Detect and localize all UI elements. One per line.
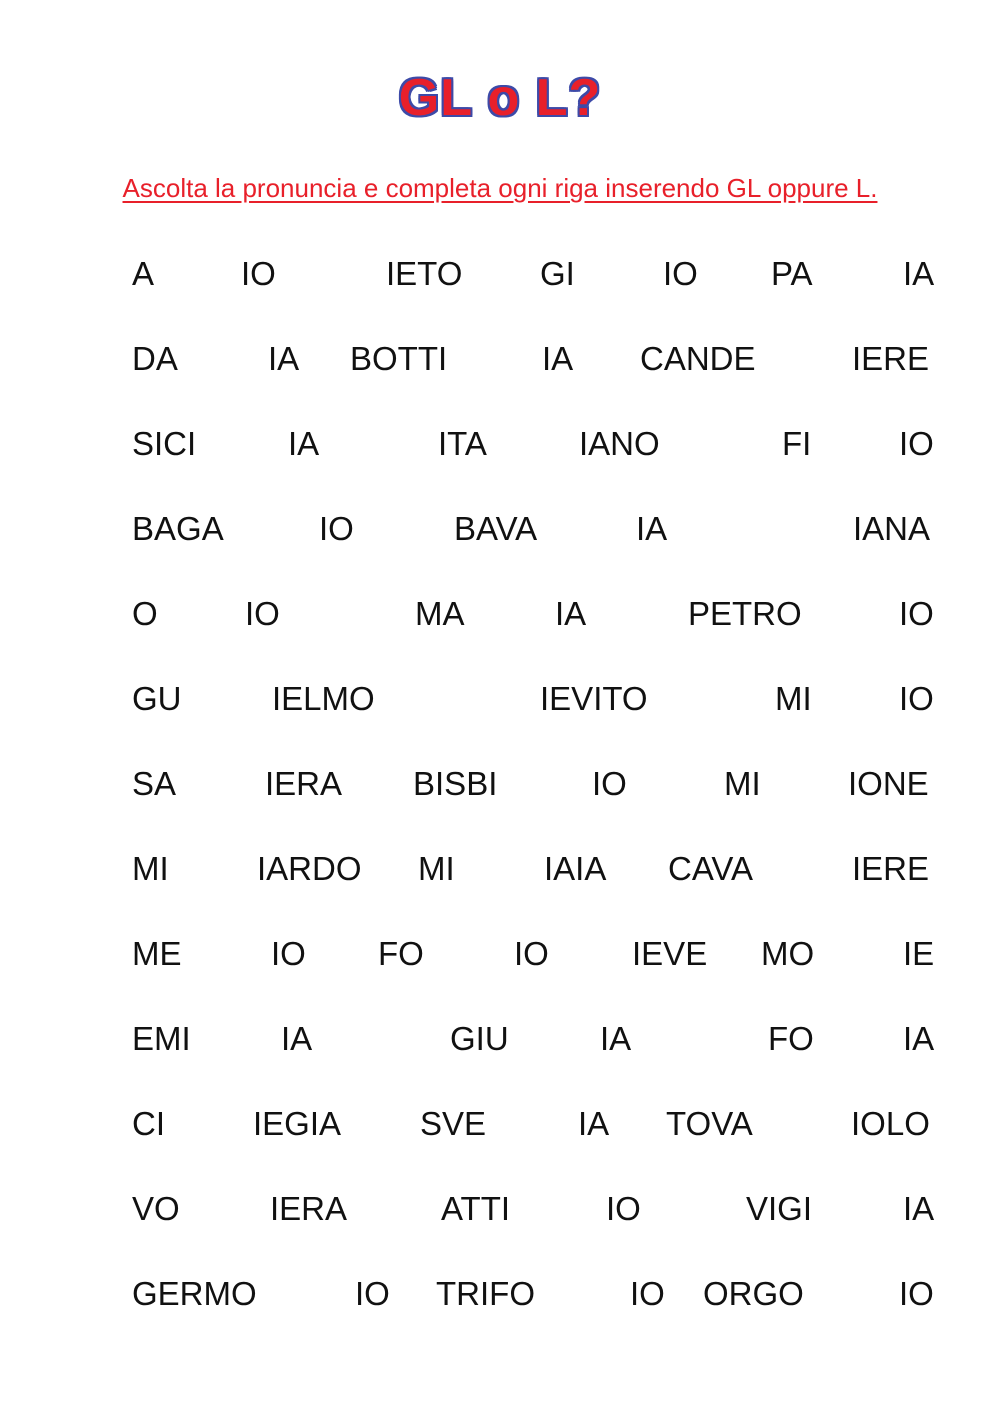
- word: IO: [630, 1275, 665, 1312]
- word: IERE: [852, 850, 930, 887]
- word: GU: [132, 680, 182, 717]
- word: TOVA: [666, 1105, 753, 1142]
- word: IA: [903, 1020, 935, 1057]
- word: IO: [899, 425, 934, 462]
- word: IO: [245, 595, 280, 632]
- word: BOTTI: [350, 340, 448, 377]
- word: IA: [281, 1020, 313, 1057]
- word: IERA: [270, 1190, 348, 1227]
- word: FI: [782, 425, 812, 462]
- word: IEVITO: [540, 680, 648, 717]
- word: MO: [761, 935, 815, 972]
- word: IA: [268, 340, 300, 377]
- word: IO: [319, 510, 354, 547]
- word: IOLO: [851, 1105, 930, 1142]
- word: BAGA: [132, 510, 224, 547]
- word: ME: [132, 935, 182, 972]
- word: GIU: [450, 1020, 509, 1057]
- word: IA: [600, 1020, 632, 1057]
- word: IA: [903, 1190, 935, 1227]
- word: IEGIA: [253, 1105, 342, 1142]
- word: MI: [724, 765, 761, 802]
- word: PETRO: [688, 595, 802, 632]
- word: GERMO: [132, 1275, 257, 1312]
- word: IEVE: [632, 935, 708, 972]
- word: VIGI: [746, 1190, 813, 1227]
- word: IANO: [579, 425, 660, 462]
- word: IERA: [265, 765, 343, 802]
- word: IE: [903, 935, 935, 972]
- word: IA: [288, 425, 320, 462]
- word: IO: [241, 255, 276, 292]
- worksheet-title: GL o L?: [398, 69, 602, 127]
- word: DA: [132, 340, 178, 377]
- instruction-text: Ascolta la pronuncia e completa ogni riga inserendo GL oppure L.: [122, 173, 878, 203]
- word: ITA: [438, 425, 487, 462]
- word: IO: [514, 935, 549, 972]
- word: IO: [899, 680, 934, 717]
- word: PA: [771, 255, 813, 292]
- word: A: [132, 255, 155, 292]
- word: FO: [768, 1020, 814, 1057]
- word: FO: [378, 935, 424, 972]
- word: CI: [132, 1105, 165, 1142]
- word: SA: [132, 765, 177, 802]
- word: IAIA: [544, 850, 607, 887]
- word: SICI: [132, 425, 197, 462]
- word: BAVA: [454, 510, 538, 547]
- word: EMI: [132, 1020, 191, 1057]
- word: TRIFO: [436, 1275, 535, 1312]
- word: IETO: [386, 255, 463, 292]
- word: IANA: [853, 510, 931, 547]
- word: IO: [606, 1190, 641, 1227]
- word: VO: [132, 1190, 180, 1227]
- word: IA: [555, 595, 587, 632]
- word: IELMO: [272, 680, 375, 717]
- word: IO: [592, 765, 627, 802]
- word: MA: [415, 595, 465, 632]
- word: IO: [899, 1275, 934, 1312]
- word: IONE: [848, 765, 929, 802]
- word: CAVA: [668, 850, 753, 887]
- word: IA: [578, 1105, 610, 1142]
- word: SVE: [420, 1105, 487, 1142]
- word: IERE: [852, 340, 930, 377]
- word: MI: [775, 680, 812, 717]
- word: IO: [663, 255, 698, 292]
- word: MI: [418, 850, 455, 887]
- word: ORGO: [703, 1275, 804, 1312]
- word: IO: [899, 595, 934, 632]
- word: CANDE: [640, 340, 756, 377]
- word: GI: [540, 255, 575, 292]
- word: IA: [542, 340, 574, 377]
- word: ATTI: [441, 1190, 511, 1227]
- word: IO: [355, 1275, 390, 1312]
- word: O: [132, 595, 158, 632]
- word: IA: [903, 255, 935, 292]
- word: IO: [271, 935, 306, 972]
- word: IARDO: [257, 850, 362, 887]
- word: MI: [132, 850, 169, 887]
- word: BISBI: [413, 765, 498, 802]
- word: IA: [636, 510, 668, 547]
